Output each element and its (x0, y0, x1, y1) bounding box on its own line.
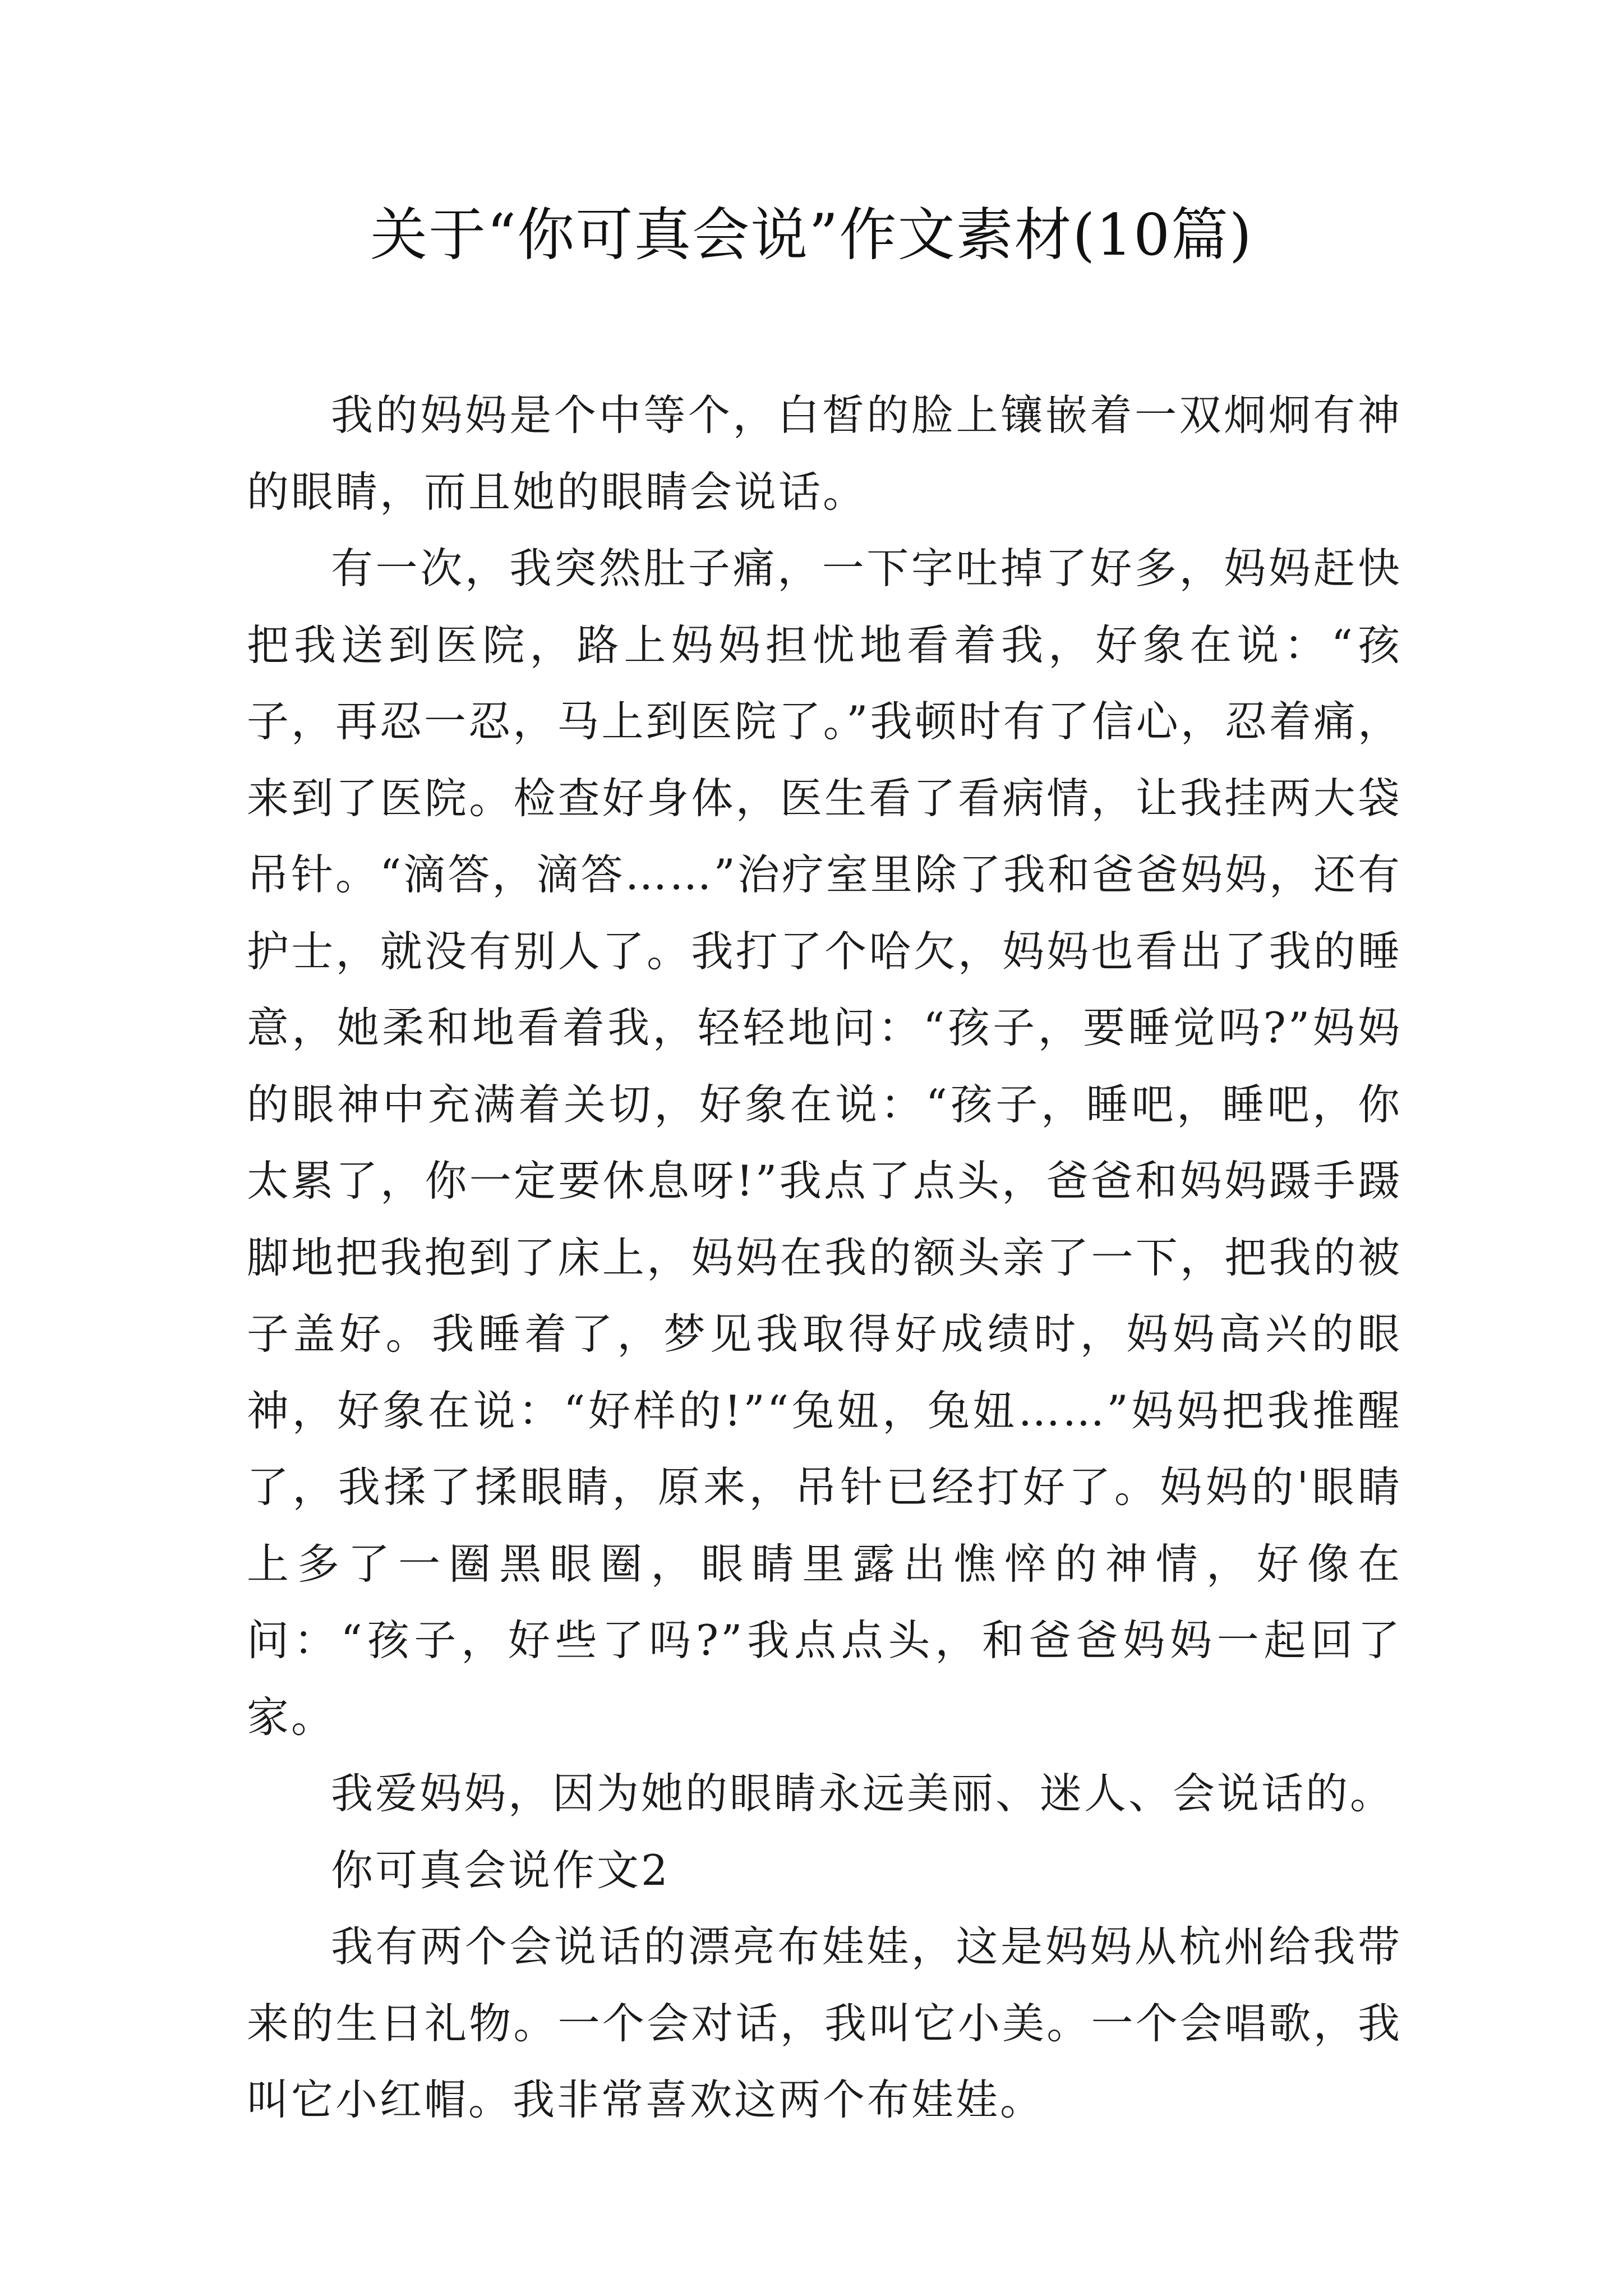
section-heading: 你可真会说作文2 (331, 1845, 670, 1895)
paragraph: 有一次，我突然肚子痛，一下字吐掉了好多，妈妈赶快把我送到医院，路上妈妈担忧地看着我，好象在说：“孩子，再忍一忍，马上到医院了。”我顿时有了信心，忍着痛，来到了医院。检查好身体，医生看了看病情，让我挂两大袋吊针。“滴答，滴答……”治疗室里除了我和爸爸妈妈，还有护士，就没有别人了。我打了个哈欠，妈妈也看出了我的睡意，她柔和地看着我，轻轻地问：“孩子，要睡觉吗?”妈妈的眼神中充满着关切，好象在说：“孩子，睡吧，睡吧，你太累了，你一定要休息呀!”我点了点头，爸爸和妈妈蹑手蹑脚地把我抱到了床上，妈妈在我的额头亲了一下，把我的被子盖好。我睡着了，梦见我取得好成绩时，妈妈高兴的眼神，好象在说：“好样的!”“兔妞，兔妞……”妈妈把我推醒了，我揉了揉眼睛，原来，吊针已经打好了。妈妈的'眼睛上多了一圈黑眼圈，眼睛里露出憔悴的神情，好像在问：“孩子，好些了吗?”我点点头，和爸爸妈妈一起回了家。 (247, 544, 1402, 1742)
paragraph: 我的妈妈是个中等个，白皙的脸上镶嵌着一双炯炯有神的眼睛，而且她的眼睛会说话。 (247, 390, 1402, 517)
paragraph: 我有两个会说话的漂亮布娃娃，这是妈妈从杭州给我带来的生日礼物。一个会对话，我叫它小美。一个会唱歌，我叫它小红帽。我非常喜欢这两个布娃娃。 (247, 1922, 1402, 2124)
document-title: 关于“你可真会说”作文素材(10篇) (370, 202, 1253, 269)
paragraph: 我爱妈妈，因为她的眼睛永远美丽、迷人、会说话的。 (331, 1769, 1395, 1818)
document-body (247, 377, 1402, 2138)
